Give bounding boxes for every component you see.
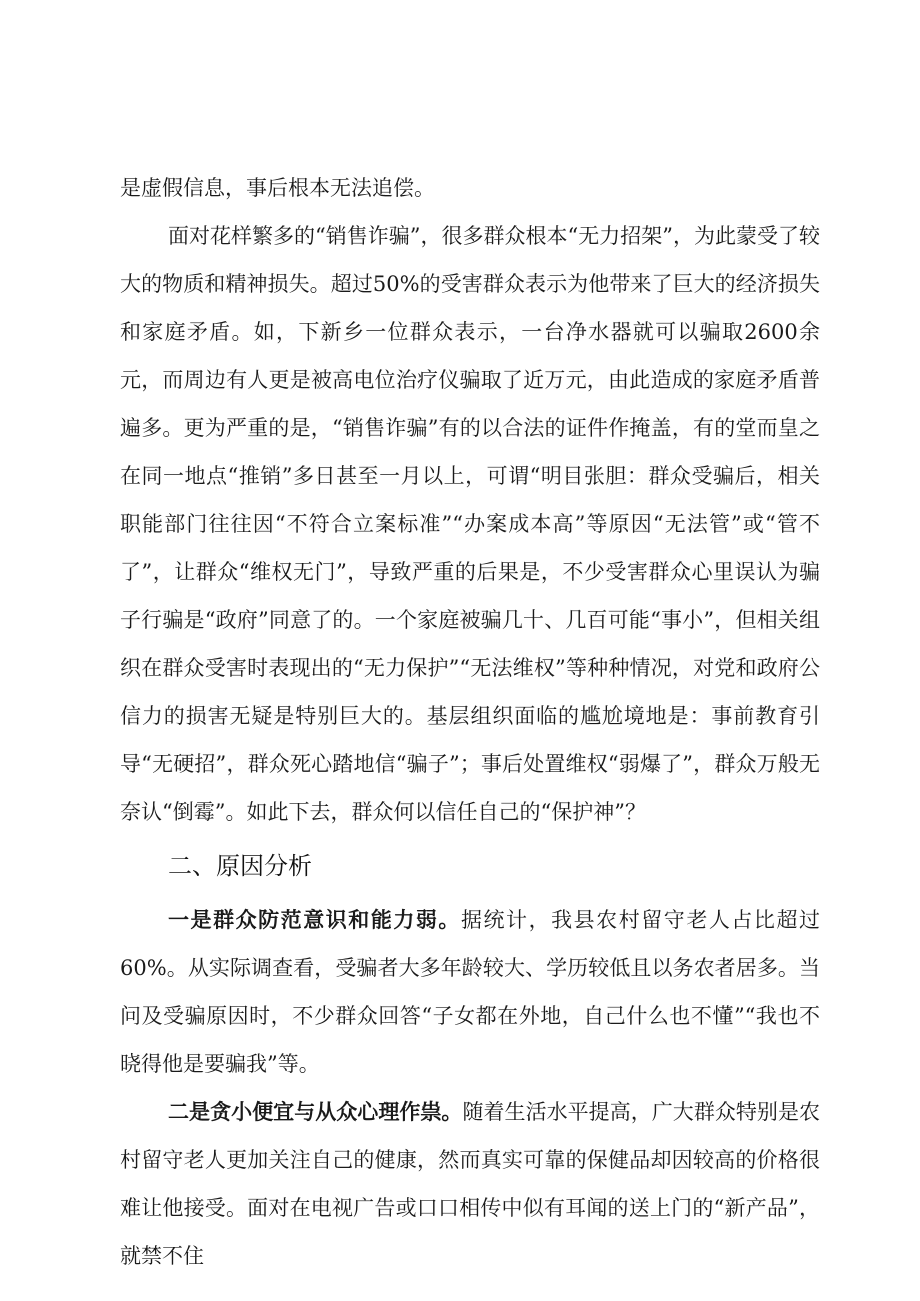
reason-paragraph-1: [120, 896, 820, 1088]
reason-2-body: 随着生活水平提高，广大群众特别是农村留守老人更加关注自己的健康，然而真实可靠的保健品却因较高的价格很难让他接受。面对在电视广告或口口相传中似有耳闻的送上门的“新产品”，就禁不住: [120, 1100, 821, 1268]
document-body: [120, 164, 820, 1280]
reason-2-lead: 二是贪小便宜与从众心理作祟。: [168, 1100, 463, 1124]
continuation-paragraph: 是虚假信息，事后根本无法追偿。: [120, 176, 435, 200]
paragraph-losses: 面对花样繁多的“销售诈骗”，很多群众根本“无力招架”，为此蒙受了较大的物质和精神损失。超过50%的受害群众表示为他带来了巨大的经济损失和家庭矛盾。如，下新乡一位群众表示，一台净水器就可以骗取2600余元，而周边有人更是被高电位治疗仪骗取了近万元，由此造成的家庭矛盾普遍多。更为严重的是，“销售诈骗”有的以合法的证件作掩盖，有的堂而皇之在同一地点“推销”多日甚至一月以上，可谓“明目张胆：群众受骗后，相关职能部门往往因“不符合立案标准”“办案成本高”等原因“无法管”或“管不了”，让群众“维权无门”，导致严重的后果是，不少受害群众心里误认为骗子行骗是“政府”同意了的。一个家庭被骗几十、几百可能“事小”，但相关组织在群众受害时表现出的“无力保护”“无法维权”等种种情况，对党和政府公信力的损害无疑是特别巨大的。基层组织面临的尴尬境地是：事前教育引导“无硬招”，群众死心踏地信“骗子”；事后处置维权“弱爆了”，群众万般无奈认“倒霉”。如此下去，群众何以信任自己的“保护神”？: [120, 224, 820, 824]
section-heading: 二、原因分析: [168, 852, 312, 880]
reason-paragraph-2: [120, 1088, 820, 1280]
reason-1-body: 据统计，我县农村留守老人占比超过60%。从实际调查看，受骗者大多年龄较大、学历较低且以务农者居多。当问及受骗原因时，不少群众回答“子女都在外地，自己什么也不懂”“我也不晓得他是要骗我”等。: [120, 908, 821, 1076]
reason-1-lead: 一是群众防范意识和能力弱。: [168, 908, 461, 932]
